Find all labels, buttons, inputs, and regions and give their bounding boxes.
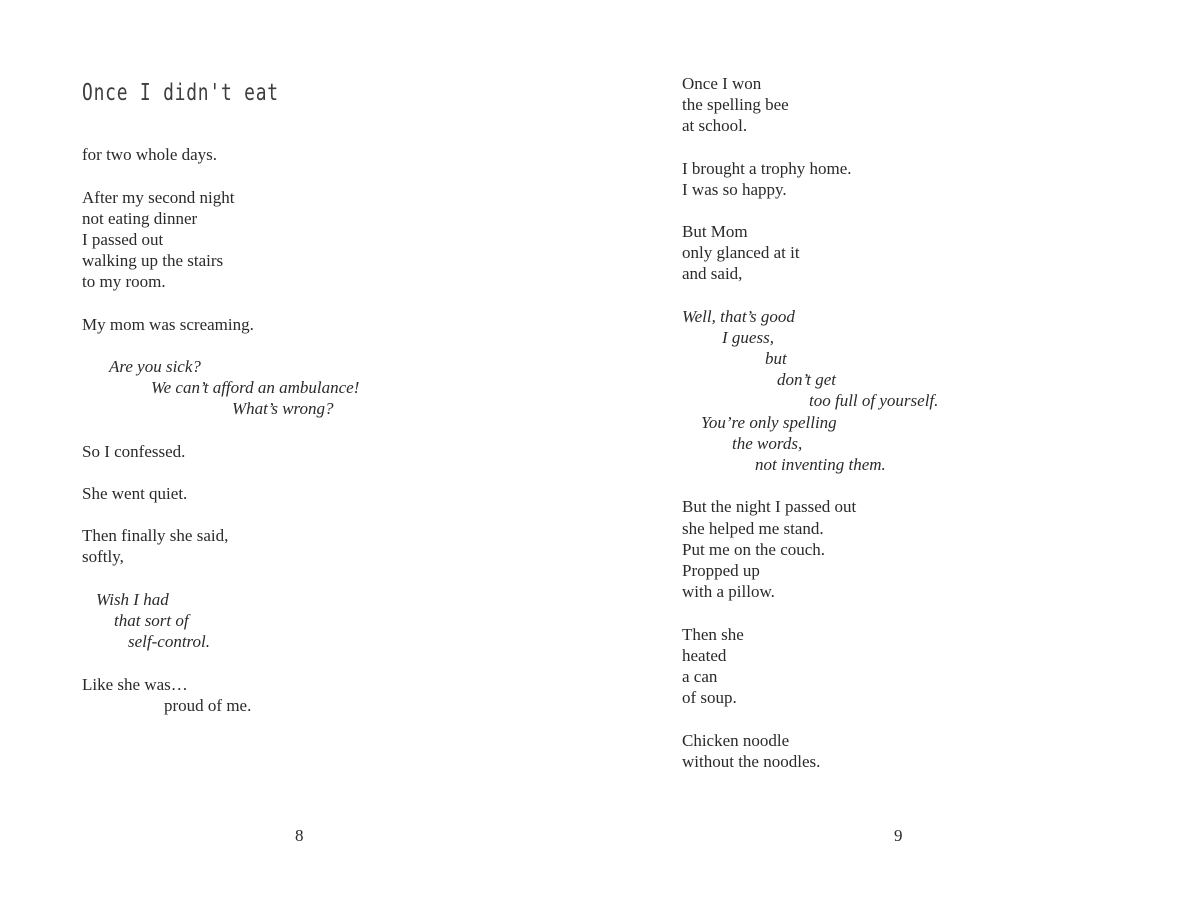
right-poem-line: and said,: [682, 264, 743, 283]
right-poem-line: Chicken noodle: [682, 731, 790, 750]
left-poem-line: walking up the stairs: [82, 251, 224, 270]
left-poem-line: to my room.: [82, 272, 166, 291]
right-poem-line: Once I won: [682, 74, 762, 93]
page-number-left: 8: [295, 826, 304, 845]
poem-title: Once I didn't eat: [82, 80, 279, 106]
left-poem-line: Like she was…: [82, 675, 188, 694]
left-poem-line: for two whole days.: [82, 145, 218, 164]
right-poem-line: I guess,: [722, 328, 774, 347]
left-poem-line: We can’t afford an ambulance!: [151, 378, 360, 397]
right-poem-body: [600, 0, 1200, 900]
right-poem-line: don’t get: [777, 370, 837, 389]
left-poem-line: My mom was screaming.: [82, 315, 254, 334]
right-poem-line: only glanced at it: [682, 243, 800, 262]
right-poem-line: a can: [682, 667, 718, 686]
left-poem-line: What’s wrong?: [232, 399, 334, 418]
right-poem-line: with a pillow.: [682, 582, 775, 601]
page-number-right: 9: [894, 826, 903, 845]
right-poem-line: Then she: [682, 625, 744, 644]
right-poem-line: Well, that’s good: [682, 307, 795, 326]
right-poem-line: Put me on the couch.: [682, 540, 826, 559]
left-poem-line: that sort of: [114, 611, 189, 630]
left-poem-line: proud of me.: [164, 696, 252, 715]
left-poem-line: Are you sick?: [109, 357, 201, 376]
left-poem-line: I passed out: [82, 230, 164, 249]
left-poem-line: So I confessed.: [82, 442, 186, 461]
right-poem-line: You’re only spelling: [701, 413, 837, 432]
right-poem-line: of soup.: [682, 688, 737, 707]
left-poem-line: self-control.: [128, 632, 210, 651]
right-poem-line: the spelling bee: [682, 95, 789, 114]
right-poem-line: not inventing them.: [755, 455, 886, 474]
right-poem-line: Propped up: [682, 561, 760, 580]
right-poem-line: but: [765, 349, 787, 368]
right-poem-line: without the noodles.: [682, 752, 821, 771]
right-page: [600, 0, 1200, 900]
left-poem-line: not eating dinner: [82, 209, 198, 228]
right-poem-line: But Mom: [682, 222, 748, 241]
right-poem-line: I brought a trophy home.: [682, 159, 852, 178]
right-poem-line: too full of yourself.: [809, 391, 939, 410]
left-poem-line: softly,: [82, 547, 124, 566]
right-poem-line: the words,: [732, 434, 803, 453]
left-poem-line: Wish I had: [96, 590, 169, 609]
right-poem-line: she helped me stand.: [682, 519, 824, 538]
left-poem-line: After my second night: [82, 188, 235, 207]
left-poem-line: Then finally she said,: [82, 526, 229, 545]
right-poem-line: I was so happy.: [682, 180, 787, 199]
right-poem-line: heated: [682, 646, 727, 665]
right-poem-line: at school.: [682, 116, 748, 135]
left-poem-line: She went quiet.: [82, 484, 188, 503]
right-poem-line: But the night I passed out: [682, 497, 857, 516]
